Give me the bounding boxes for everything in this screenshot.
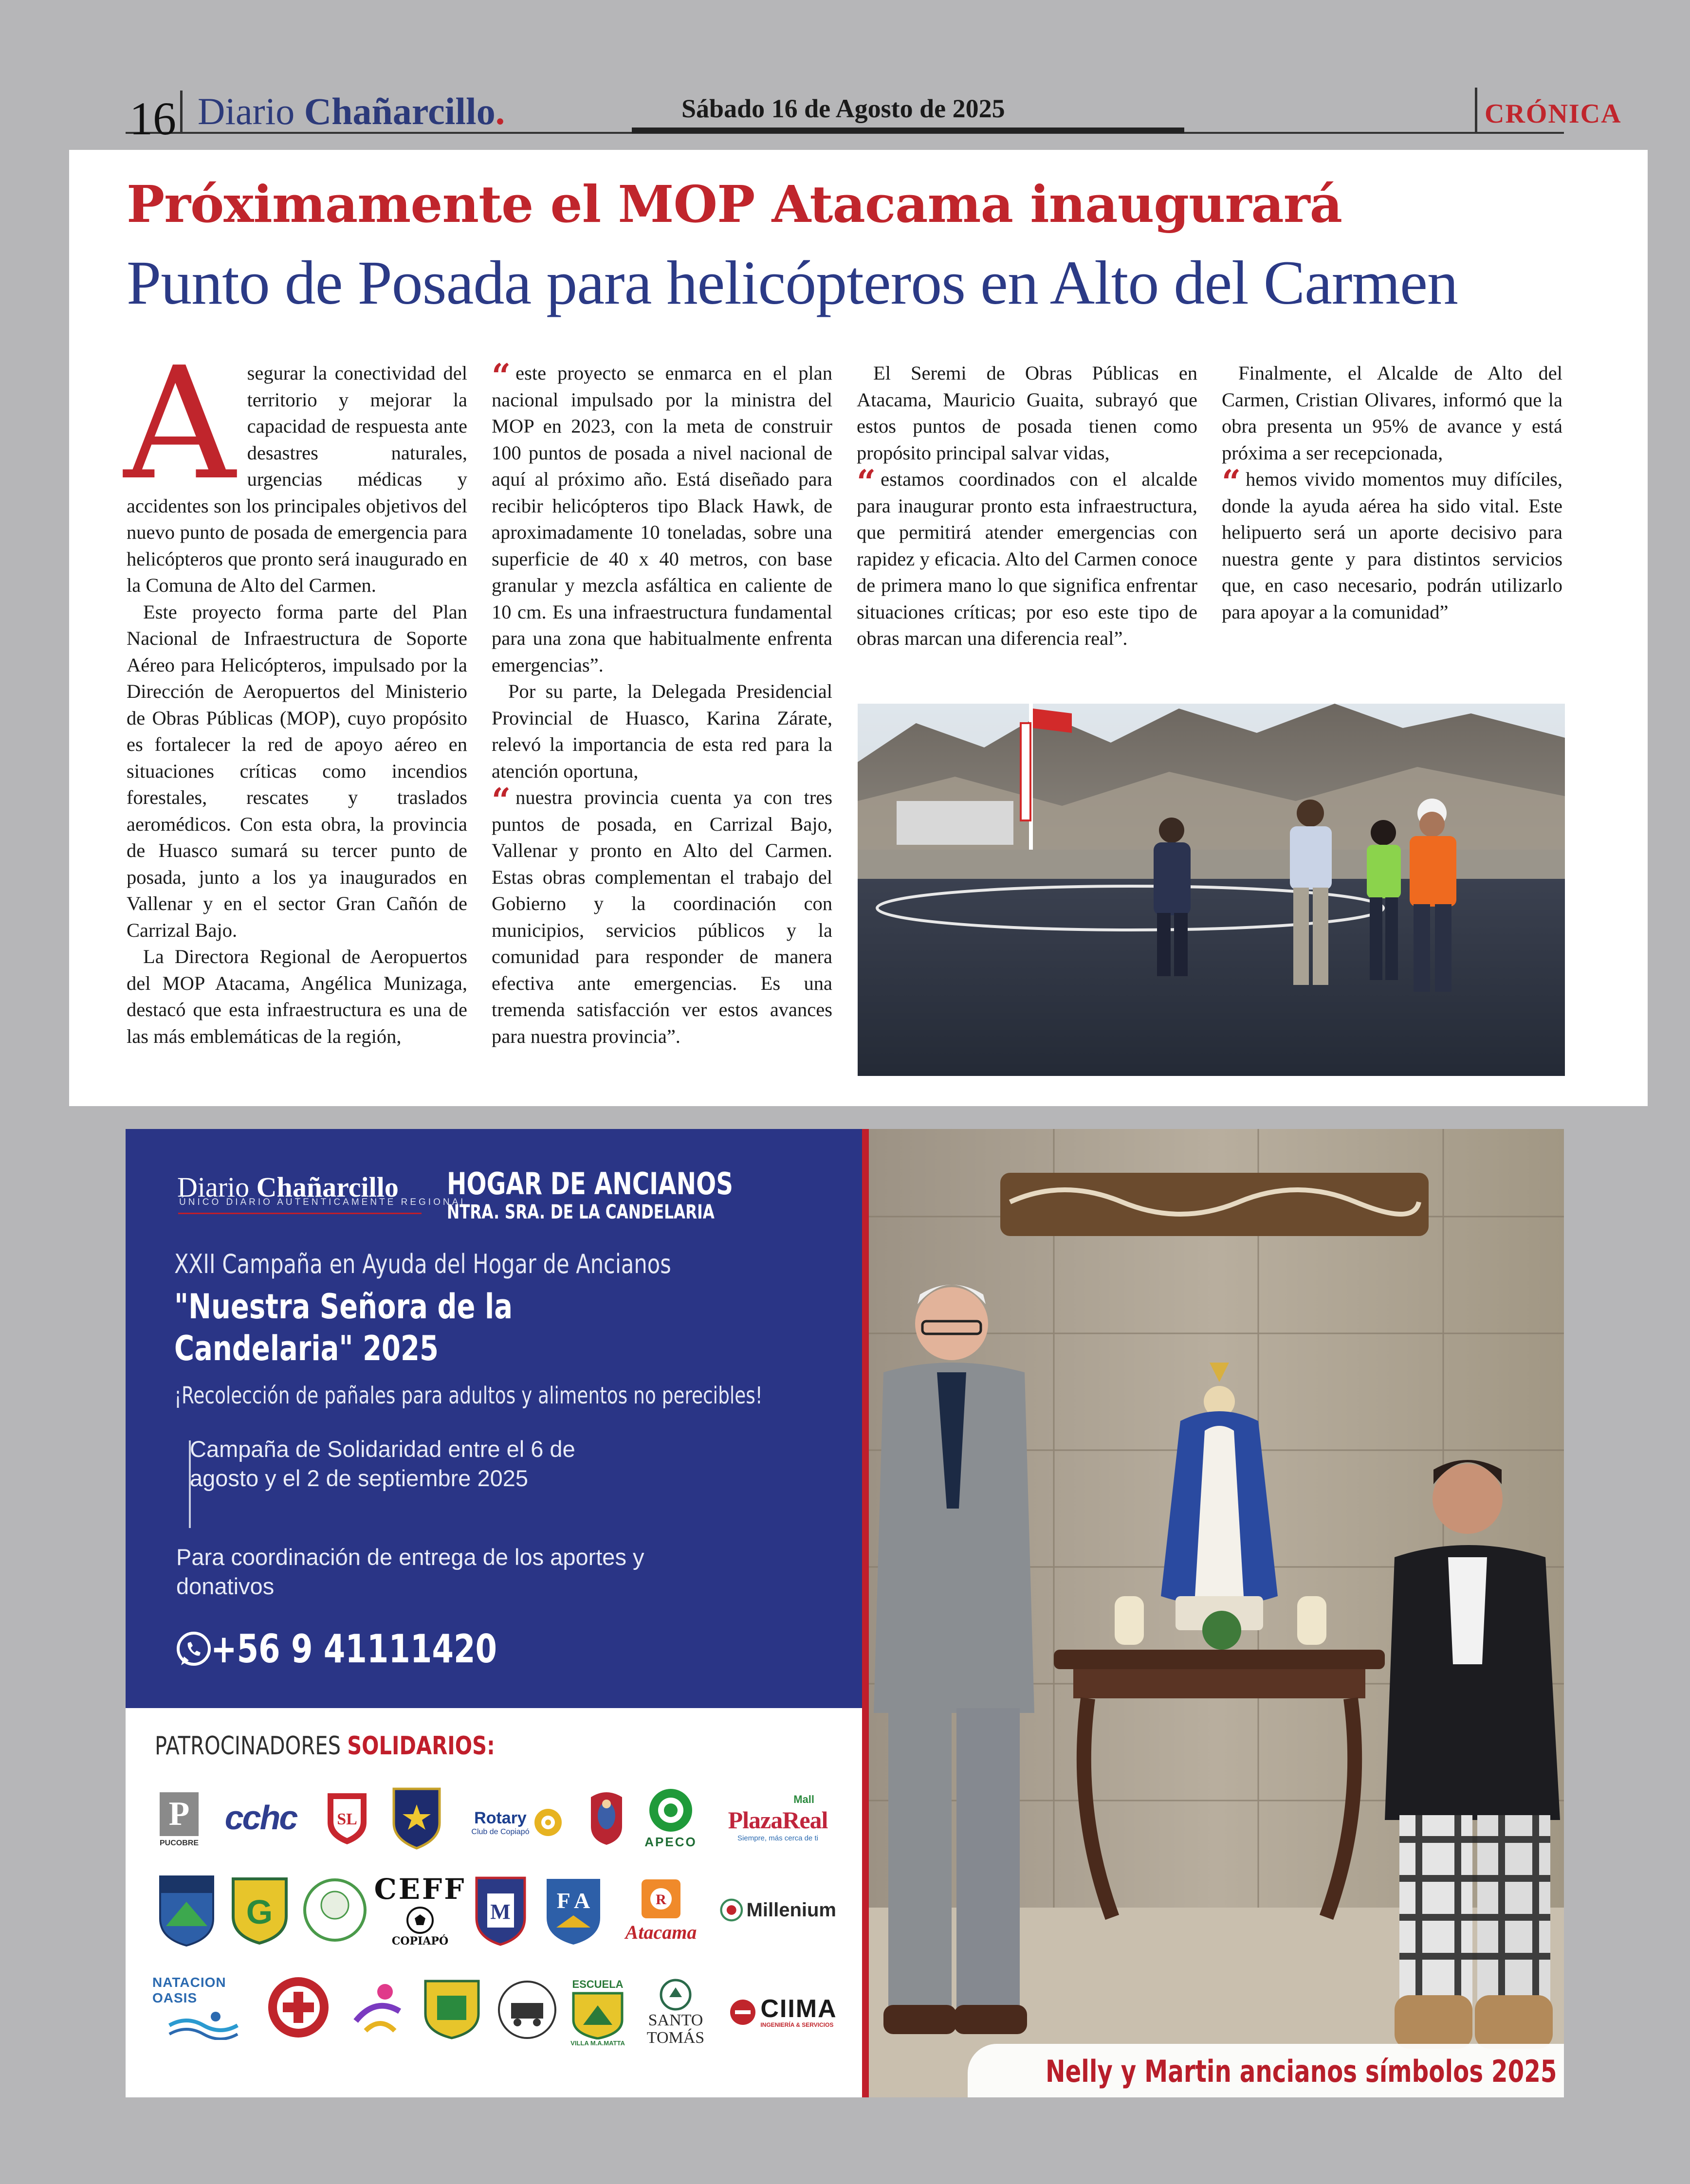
quote-text: hemos vivido momentos muy difíciles, donde la ayuda aérea ha sido vital. Este helipuerto será un aporte decisivo para nuestra gente y para distintos servicios que, en caso necesario, podrán utilizarlo para apoyar a la comunidad” (1222, 468, 1562, 623)
sponsor-sanfrancisco-crest (155, 1871, 218, 1949)
ceff-label: CEFF (374, 1873, 466, 1906)
natacion-label: NATACION OASIS (152, 1975, 226, 2005)
quote-mark: “ (492, 357, 511, 396)
ad-photo (869, 1129, 1564, 2097)
couple-photo-illustration (869, 1129, 1564, 2097)
santotomas-label: SANTO TOMÁS (646, 2011, 705, 2047)
article-column-2 (492, 357, 832, 1050)
soccer-ball-icon (403, 1906, 437, 1935)
paragraph (124, 334, 467, 599)
quote-paragraph (857, 463, 1197, 652)
rotary-text (471, 1809, 529, 1837)
campaign-dates: Campaña de Solidaridad entre el 6 de agosto y el 2 de septiembre 2025 (190, 1436, 575, 1491)
crest-icon (587, 1787, 626, 1846)
hogar-title: HOGAR DE ANCIANOS (447, 1166, 734, 1201)
shield-icon (390, 1785, 443, 1851)
sponsor-school-crest-2 (388, 1784, 444, 1852)
campaign-coordination: Para coordinación de entrega de los aportes y donativos (176, 1544, 644, 1599)
sponsors-title (155, 1731, 495, 1761)
shield-icon (156, 1873, 217, 1948)
sponsor-candelaria-crest (586, 1785, 627, 1848)
article-column-4 (1222, 360, 1562, 625)
ad-brand-bold: Chañarcillo (256, 1171, 399, 1203)
quote-paragraph (1222, 463, 1562, 625)
page-number: 16 (129, 92, 176, 145)
svg-text:G: G (246, 1893, 273, 1931)
brand-dot: . (495, 90, 505, 132)
paragraph: Este proyecto forma parte del Plan Nacional de Infraestructura de Soporte Aéreo para Helicópteros, impulsado por la Dirección de Aeropuertos del Ministerio de Obras Públicas (MOP), cuyo propósito es fortalecer la red de apoyo aéreo en situaciones críticas como incendios forestales, rescates y traslados aeromédicos. Con esta obra, la provincia de Huasco sumará su tercer punto de posada, junto a los ya inaugurados en Vallenar y en el sector Gran Cañón de Carrizal Bajo. (127, 601, 467, 941)
brand-regular: Diario (198, 90, 304, 132)
train-icon (496, 1980, 559, 2040)
shield-icon (473, 1874, 529, 1947)
svg-text:R: R (656, 1891, 666, 1908)
pucobre-mark: P (160, 1792, 199, 1836)
section-divider (1475, 88, 1477, 132)
sponsor-pucobre-logo (155, 1788, 203, 1852)
issue-date: Sábado 16 de Agosto de 2025 (681, 94, 1005, 123)
sponsor-colegio-crest (301, 1874, 369, 1947)
sponsor-fa-logo (539, 1873, 607, 1948)
sponsor-santotomas-logo (639, 1971, 712, 2054)
escuela-label: ESCUELA (572, 1978, 624, 1990)
ad-divider (862, 1129, 869, 2097)
ad-brand-regular: Diario (177, 1171, 257, 1203)
sponsor-escuela-villa-logo (564, 1973, 632, 2051)
helipad-photo-illustration (858, 704, 1565, 1076)
apeco-emblem-icon (646, 1786, 695, 1835)
whatsapp-icon (174, 1630, 213, 1669)
sponsor-atacama-logo (617, 1871, 705, 1949)
article (69, 150, 1648, 1106)
sponsor-rotary-logo (461, 1801, 573, 1844)
ad-brand-tagline: ÚNICO DIARIO AUTENTICAMENTE REGIONAL (179, 1197, 468, 1207)
ceff-sub-label: COPIAPÓ (391, 1935, 449, 1947)
quote-paragraph (492, 781, 832, 1050)
sponsor-train-crest (493, 1978, 561, 2041)
pucobre-label: PUCOBRE (159, 1839, 199, 1847)
plaza-tagline: Siempre, más cerca de ti (737, 1834, 818, 1842)
date-underline (632, 127, 1184, 133)
sponsor-apeco-logo (637, 1784, 705, 1852)
sponsors-title-regular: PATROCINADORES (155, 1731, 348, 1761)
sponsor-ciima-logo (717, 1990, 848, 2034)
plaza-real-label: PlazaReal (728, 1806, 828, 1834)
paragraph: Finalmente, el Alcalde de Alto del Carmen, Cristian Olivares, informó que la obra presenta un 95% de avance y está próxima a ser recepcionada, (1222, 362, 1562, 464)
paragraph: La Directora Regional de Aeropuertos del MOP Atacama, Angélica Munizaga, destacó que esta infraestructura es una de las más emblemáticas de la región, (127, 946, 467, 1047)
drop-cap: A (124, 334, 236, 514)
sponsor-escuela-crest-1 (471, 1873, 530, 1948)
quote-text: estamos coordinados con el alcalde para inaugurar pronto esta infraestructura, que permitirá atender emergencias con rapidez y eficacia. Alto del Carmen conoce de primera mano lo que significa enfrentar situaciones críticas; por eso este tipo de obras marcan una diferencia real”. (857, 468, 1197, 649)
millenium-emblem-icon (719, 1893, 744, 1927)
sponsor-cchc-logo (216, 1796, 306, 1839)
swimmer-icon (167, 2006, 240, 2040)
shield-icon (323, 1788, 371, 1847)
article-column-3 (857, 360, 1197, 652)
sponsor-ceff-logo (374, 1871, 466, 1949)
apeco-label: APECO (644, 1834, 697, 1849)
paragraph-text: segurar la conectividad del territorio y mejorar la capacidad de respuesta ante desastres naturales, urgencias médicas y accidentes son los principales objetivos del nuevo punto de posada de emergencia para helicópteros que pronto será inaugurado en la Comuna de Alto del Carmen. (127, 362, 467, 596)
header-divider (180, 91, 183, 132)
fa-label: F A (556, 1888, 590, 1913)
svg-text:SL: SL (337, 1810, 357, 1828)
shield-icon (229, 1875, 290, 1946)
article-photo (858, 704, 1565, 1076)
santotomas-emblem-icon (659, 1978, 693, 2012)
quote-paragraph (492, 357, 832, 678)
sponsors-title-bold: SOLIDARIOS: (347, 1731, 495, 1761)
sponsor-natacion-logo (152, 1971, 255, 2044)
cchc-label: cchc (224, 1799, 297, 1837)
escuela-sub-label: VILLA M.A.MATTA (570, 2039, 625, 2047)
page-header (126, 88, 1622, 145)
ciima-emblem-icon (728, 1998, 757, 2027)
rotary-label: Rotary (474, 1808, 527, 1827)
campaign-phone[interactable]: +56 9 41111420 (211, 1626, 497, 1672)
sponsor-red-cross-crest (264, 1973, 332, 2041)
campaign-advertisement (126, 1129, 1564, 2097)
sponsor-plazareal-logo (722, 1784, 834, 1852)
quote-mark: “ (1222, 463, 1241, 502)
paragraph: El Seremi de Obras Públicas en Atacama, Mauricio Guaita, subrayó que estos puntos de posada tienen como propósito principal salvar vidas, (857, 362, 1197, 464)
atacama-label: Atacama (625, 1921, 697, 1943)
shield-icon (571, 1991, 625, 2039)
sponsor-green-g-crest (228, 1874, 291, 1947)
section-name: CRÓNICA (1485, 99, 1622, 129)
shield-icon (542, 1874, 605, 1947)
rotary-wheel-icon (533, 1807, 564, 1838)
headline-primary: Próximamente el MOP Atacama inaugurará (127, 174, 1342, 234)
atacama-emblem-icon (639, 1877, 683, 1921)
photo-caption: Nelly y Martin ancianos símbolos 2025 (1046, 2054, 1557, 2089)
crest-icon (266, 1975, 331, 2040)
shield-icon (422, 1977, 482, 2040)
sponsor-millenium-logo (719, 1888, 836, 1932)
campaign-title: "Nuestra Señora de la Candelaria" 2025 (174, 1287, 513, 1368)
quote-mark: “ (492, 781, 511, 820)
ciima-label: CIIMA (760, 1995, 837, 2023)
crest-icon (302, 1875, 368, 1946)
quote-text: nuestra provincia cuenta ya con tres puntos de posada, en Carrizal Bajo, Vallenar y pronto en Alto del Carmen. Estas obras complementan el trabajo del Gobierno y la coordinación con municipios, servicios públicos y la comunidad para responder de manera efectiva ante emergencias. Es una tremenda satisfacción ver estos avances para nuestra provincia”. (492, 786, 832, 1047)
millenium-label: Millenium (746, 1899, 836, 1921)
hogar-subtitle: NTRA. SRA. DE LA CANDELARIA (447, 1201, 715, 1223)
article-column-1 (124, 334, 467, 1050)
svg-text:M: M (490, 1899, 511, 1924)
campaign-pretitle: XXII Campaña en Ayuda del Hogar de Ancianos (174, 1249, 671, 1279)
newspaper-brand (198, 90, 505, 133)
brand-bold: Chañarcillo (304, 90, 496, 132)
sponsor-school-crest-3 (420, 1976, 483, 2041)
ciima-sub-label: INGENIERÍA & SERVICIOS (760, 2021, 834, 2028)
ad-brand-underline (178, 1213, 422, 1214)
paragraph: Por su parte, la Delegada Presidencial Provincial de Huasco, Karina Zárate, relevó la importancia de esta red para la atención oportuna, (492, 680, 832, 782)
ciima-text (760, 1996, 837, 2028)
plaza-mall-label: Mall (793, 1793, 814, 1805)
headline-secondary: Punto de Posada para helicópteros en Alto del Carmen (127, 248, 1458, 317)
quote-text: este proyecto se enmarca en el plan nacional impulsado por la ministra del MOP en 2023, con la meta de construir 100 puntos de posada a nivel nacional de aquí al próximo año. Está diseñado para recibir helicópteros tipo Black Hawk, de aproximadamente 10 toneladas, sobre una superficie de 40 x 40 metros, con base granular y mezcla asfáltica en caliente de 10 cm. Es una infraestructura fundamental para una zona que habitualmente enfrenta emergencias”. (492, 362, 832, 676)
athlete-icon (341, 1977, 412, 2038)
campaign-recollection: ¡Recolección de pañales para adultos y alimentos no perecibles! (174, 1382, 763, 1409)
quote-mark: “ (857, 463, 876, 502)
sponsor-school-crest-1 (320, 1786, 374, 1849)
sponsor-sports-figure-logo (340, 1976, 413, 2039)
rotary-sub-label: Club de Copiapó (471, 1827, 530, 1836)
